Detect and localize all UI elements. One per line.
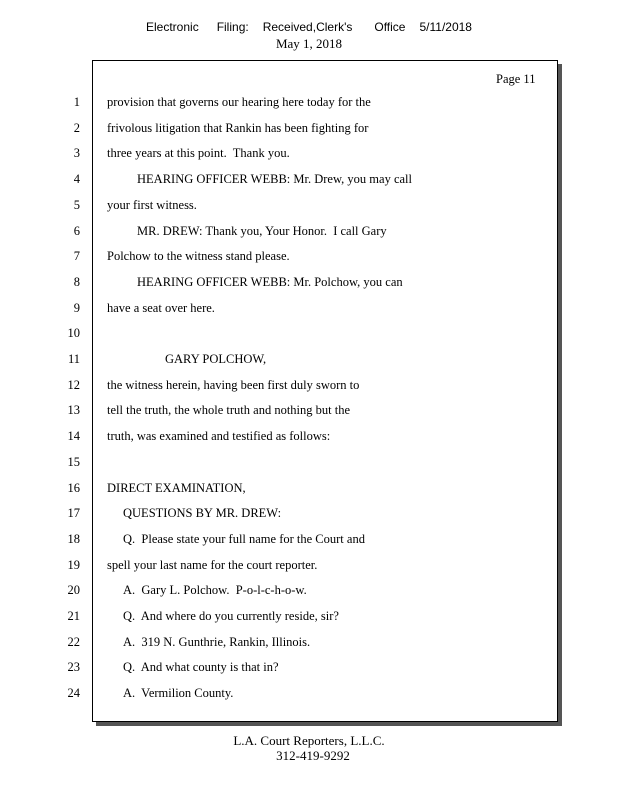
transcript-line: Q. Please state your full name for the Court and (123, 532, 365, 546)
line-number: 24 (67, 686, 80, 700)
stamp-word: Office (374, 20, 406, 34)
transcript-line: frivolous litigation that Rankin has been fighting for (107, 121, 369, 135)
line-number: 6 (73, 224, 80, 238)
line-number: 18 (67, 532, 80, 546)
line-number: 13 (67, 403, 80, 417)
line-number: 1 (73, 95, 80, 109)
electronic-filing-stamp (146, 20, 472, 34)
line-number: 14 (67, 429, 80, 443)
footer-company: L.A. Court Reporters, L.L.C. (233, 733, 385, 748)
stamp-word: Received,Clerk's (262, 20, 353, 34)
line-number: 21 (67, 609, 80, 623)
line-number: 22 (67, 635, 80, 649)
transcript-line: Polchow to the witness stand please. (107, 249, 290, 263)
stamp-word: Filing: (216, 20, 249, 34)
line-number: 17 (67, 506, 80, 520)
stamp-date: 5/11/2018 (419, 20, 472, 34)
line-number: 19 (67, 558, 80, 572)
transcript-line: MR. DREW: Thank you, Your Honor. I call Gary (137, 224, 387, 238)
line-number: 8 (73, 275, 80, 289)
line-number: 15 (67, 455, 80, 469)
footer-phone: 312-419-9292 (276, 748, 350, 763)
transcript-line: Q. And where do you currently reside, sir? (123, 609, 339, 623)
transcript-line: truth, was examined and testified as follows: (107, 429, 331, 443)
transcript-line: three years at this point. Thank you. (107, 146, 290, 160)
transcript-line: A. Vermilion County. (123, 686, 234, 700)
stamp-word: Electronic (146, 20, 199, 34)
line-number: 23 (67, 660, 80, 674)
line-number: 16 (67, 481, 80, 495)
transcript-line: HEARING OFFICER WEBB: Mr. Polchow, you can (137, 275, 403, 289)
transcript-line: your first witness. (107, 198, 197, 212)
line-number: 11 (67, 352, 80, 366)
line-number: 7 (73, 249, 80, 263)
transcript-line: provision that governs our hearing here today for the (107, 95, 371, 109)
transcript-line: have a seat over here. (107, 301, 215, 315)
transcript-line: DIRECT EXAMINATION, (107, 481, 246, 495)
line-number: 2 (73, 121, 80, 135)
transcript-line: tell the truth, the whole truth and nothing but the (107, 403, 351, 417)
transcript-line: HEARING OFFICER WEBB: Mr. Drew, you may call (137, 172, 412, 186)
transcript-line: QUESTIONS BY MR. DREW: (123, 506, 282, 520)
line-number: 9 (73, 301, 80, 315)
transcript-line: the witness herein, having been first duly sworn to (107, 378, 360, 392)
line-number: 20 (67, 583, 80, 597)
page-number: Page 11 (496, 72, 536, 86)
line-number: 3 (73, 146, 80, 160)
transcript-line: GARY POLCHOW, (165, 352, 267, 366)
line-number: 12 (67, 378, 80, 392)
hearing-date: May 1, 2018 (275, 36, 343, 51)
transcript-line: spell your last name for the court reporter. (107, 558, 318, 572)
transcript-line: A. 319 N. Gunthrie, Rankin, Illinois. (123, 635, 311, 649)
line-number: 5 (73, 198, 80, 212)
line-number: 4 (73, 172, 80, 186)
transcript-line: A. Gary L. Polchow. P-o-l-c-h-o-w. (123, 583, 307, 597)
line-number: 10 (67, 326, 80, 340)
transcript-line: Q. And what county is that in? (123, 660, 279, 674)
